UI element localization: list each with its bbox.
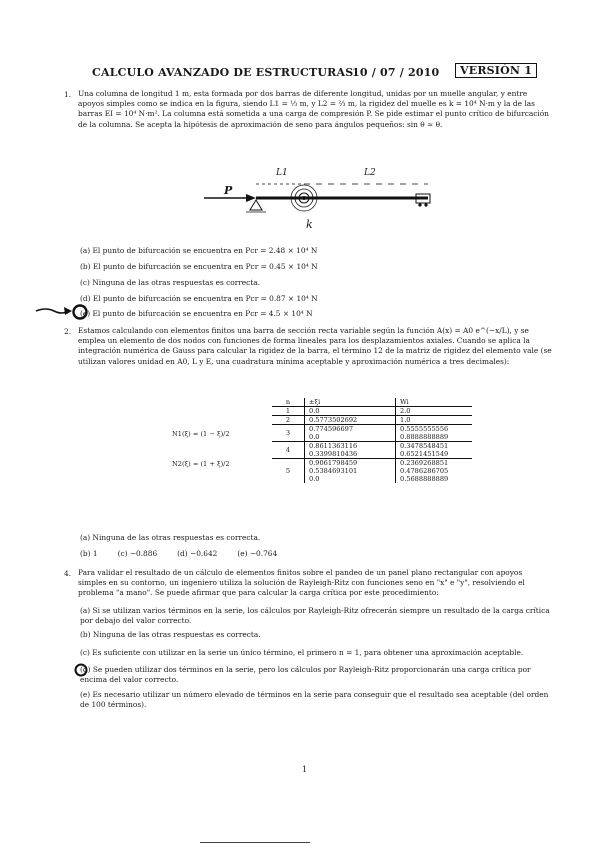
q3-option-b: (b) Ninguna de las otras respuestas es correcta.	[80, 630, 261, 639]
q1-column-figure	[200, 160, 440, 240]
q3-option-d: (d) Se pueden utilizar dos términos en la serie, pero los cálculos por Rayleigh-Ritz proporcionarán una carga crítica por encima del valor correcto.	[80, 665, 531, 685]
cell-w	[396, 459, 473, 484]
cell-n: 3	[285, 429, 291, 437]
gauss-table	[272, 398, 472, 483]
q2-option-e: (e) −0.764	[237, 549, 278, 558]
label-L1: L1	[276, 168, 288, 178]
exam-date: 10 / 07 / 2010	[352, 66, 440, 79]
col-w: Wi	[396, 398, 473, 407]
cell-w	[396, 442, 473, 459]
q2-option-c: (c) −0.886	[117, 549, 158, 558]
cell-w	[396, 416, 473, 425]
q3-option-e: (e) Es necesario utilizar un número elevado de términos en la serie para conseguir que el resultado sea aceptable (del orden de 100 términos).	[80, 690, 549, 710]
table-row	[272, 459, 472, 484]
table-row	[272, 407, 472, 416]
pin-support	[250, 200, 262, 210]
cell-n: 5	[285, 467, 291, 475]
q2-options-line	[80, 549, 277, 559]
label-k: k	[306, 218, 313, 231]
q3-option-a: (a) Si se utilizan varios términos en la serie, los cálculos por Rayleigh-Ritz ofrecerán siempre un resultado de la carga crítica por debajo del valor correcto.	[80, 606, 550, 626]
cell-xi	[305, 442, 396, 459]
xi-value: 0.0	[309, 433, 320, 441]
q3-text: Para validar el resultado de un cálculo de elementos finitos sobre el pandeo de un panel plano rectangular con apoyos simples en su contorno, un ingeniero utiliza la solución de Rayleigh-Ritz con funciones seno en "x" e "y", resolviendo el problema "a mano". Se puede afirmar que para calcular la carga crítica por este procedimiento:	[78, 568, 525, 598]
q3-number: 4.	[64, 569, 72, 578]
q2-option-d: (d) −0.642	[177, 549, 218, 558]
w-value: 0.2369268851	[400, 459, 449, 467]
q2-text: Estamos calculando con elementos finitos una barra de sección recta variable según la función A(x) = A0 e^(−x/L), y se emplea un elemento de dos nodos con funciones de forma lineales para los desplazamientos axiales. Cuando se aplica la integración numérica de Gauss para calcular la rigidez de la barra, el término 12 de la matriz de rigidez del elemento vale (se utilizan valores unidad en A0, L y E, una cuadratura mínima aceptable y aproximación numérica a tres decimales):	[78, 326, 552, 366]
shape-function-N1: N1(ξ) = (1 − ξ)/2	[172, 430, 230, 438]
footer-rule	[200, 842, 310, 843]
cell-xi	[305, 407, 396, 416]
load-arrow-head	[246, 194, 256, 202]
xi-value: 0.0	[309, 407, 320, 415]
cell-xi	[305, 425, 396, 442]
xi-value: 0.5773502692	[309, 416, 358, 424]
w-value: 1.0	[400, 416, 411, 424]
cell-n: 4	[285, 446, 291, 454]
w-value: 0.4786286705	[400, 467, 449, 475]
q1-option-c: (c) Ninguna de las otras respuestas es correcta.	[80, 278, 261, 287]
w-value: 0.5688888889	[400, 475, 449, 483]
q1-option-a: (a) El punto de bifurcación se encuentra en Pcr = 2.48 × 10⁴ N	[80, 246, 318, 255]
label-P: P	[224, 184, 233, 197]
col-xi: ±ξi	[305, 398, 396, 407]
cell-w	[396, 425, 473, 442]
q1-option-d: (d) El punto de bifurcación se encuentra en Pcr = 0.87 × 10⁴ N	[80, 294, 318, 303]
xi-value: 0.0	[309, 475, 320, 483]
q3-selected-circle-icon	[74, 663, 88, 677]
q1-text: Una columna de longitud 1 m, esta formada por dos barras de diferente longitud, unidas por un muelle angular, y entre apoyos simples como se indica en la figura, siendo L1 = ⅓ m, y L2 = ⅔ m, la rigidez del muelle es k = 10⁴ N·m y la de las barras EI = 10⁴ N·m². La columna está sometida a una carga de compresión P. Se pide estimar el punto crítico de bifurcación de la columna. Se acepta la hipótesis de aproximación de seno para ángulos pequeños: sin θ ≈ θ.	[78, 89, 549, 129]
w-value: 0.8888888889	[400, 433, 449, 441]
cell-w	[396, 407, 473, 416]
cell-n: 1	[285, 407, 291, 415]
q1-number: 1.	[64, 90, 72, 99]
xi-value: 0.8611363116	[309, 442, 358, 450]
page-number: 1	[302, 765, 308, 774]
q1-selected-circle-icon	[72, 304, 88, 320]
table-row	[272, 425, 472, 442]
xi-value: 0.5384693101	[309, 467, 358, 475]
q3-option-c: (c) Es suficiente con utilizar en la serie un único término, el primero n = 1, para obtener una aproximación aceptable.	[80, 648, 524, 657]
q2-number: 2.	[64, 327, 72, 336]
shape-function-N2: N2(ξ) = (1 + ξ)/2	[172, 460, 230, 468]
version-box: VERSIÓN 1	[455, 63, 537, 78]
q1-option-e: (e) El punto de bifurcación se encuentra en Pcr = 4.5 × 10⁴ N	[80, 309, 313, 318]
table-row	[272, 416, 472, 425]
table-row	[272, 442, 472, 459]
exam-title: CALCULO AVANZADO DE ESTRUCTURAS	[92, 66, 354, 79]
col-n: n	[285, 398, 291, 406]
xi-value: 0.774596697	[309, 425, 354, 433]
cell-xi	[305, 459, 396, 484]
xi-value: 0.9061798459	[309, 459, 358, 467]
cell-n: 2	[285, 416, 291, 424]
w-value: 2.0	[400, 407, 411, 415]
label-L2: L2	[364, 168, 376, 178]
w-value: 0.5555555556	[400, 425, 449, 433]
q2-option-b: (b) 1	[80, 549, 98, 558]
w-value: 0.3478548451	[400, 442, 449, 450]
q1-option-b: (b) El punto de bifurcación se encuentra en Pcr = 0.45 × 10⁴ N	[80, 262, 318, 271]
q2-option-a: (a) Ninguna de las otras respuestas es correcta.	[80, 533, 261, 542]
w-value: 0.6521451549	[400, 450, 449, 458]
xi-value: 0.3399810436	[309, 450, 358, 458]
cell-xi	[305, 416, 396, 425]
